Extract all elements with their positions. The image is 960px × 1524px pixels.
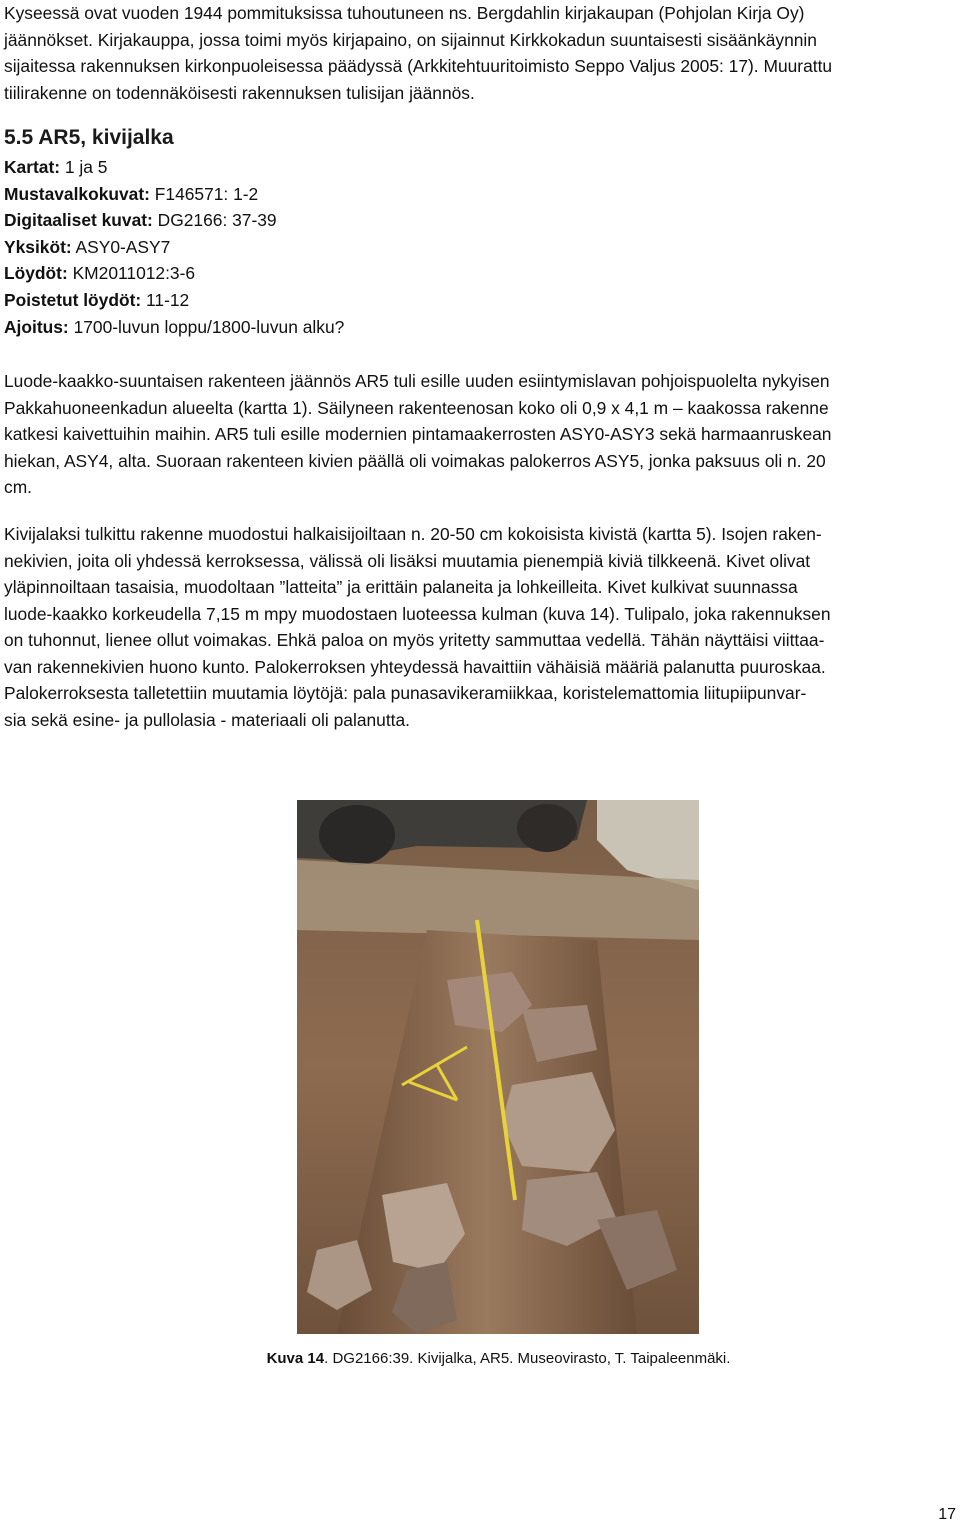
text-line: Kivijalaksi tulkittu rakenne muodostui halkaisijoiltaan n. 20-50 cm kokoisista kivistä (kartta 5). Isojen raken- (4, 524, 822, 544)
metadata-item (4, 234, 344, 261)
metadata-item (4, 154, 344, 181)
metadata-item (4, 181, 344, 208)
intro-paragraph (4, 0, 957, 106)
page-number: 17 (938, 1506, 956, 1523)
metadata-value: DG2166: 37-39 (152, 210, 277, 231)
text-line: on tuhonnut, lienee ollut voimakas. Ehkä paloa on myös yritetty sammuttaa vedellä. Tähän näyttäisi viittaa- (4, 630, 825, 650)
text-line: cm. (4, 477, 33, 497)
excavation-photo (297, 800, 699, 1334)
metadata-key: Digitaaliset kuvat: (4, 210, 153, 231)
text-line: Pakkahuoneenkadun alueelta (kartta 1). Säilyneen rakenteenosan koko oli 0,9 x 4,1 m – kaakossa rakenne (4, 397, 829, 418)
body-paragraph-stones (4, 521, 957, 733)
metadata-item (4, 287, 344, 314)
text-line: tiilirakenne on todennäköisesti rakennuksen tulisijan jäännös. (4, 82, 475, 103)
metadata-value: ASY0-ASY7 (71, 236, 171, 257)
text-line: luode-kaakko korkeudella 7,15 m mpy muodostaen luoteessa kulman (kuva 14). Tulipalo, joka rakennuksen (4, 603, 831, 624)
caption-text: . DG2166:39. Kivijalka, AR5. Museovirasto, T. Taipaleenmäki. (324, 1350, 731, 1367)
text-line: yläpinnoiltaan tasaisia, muodoltaan ”latteita” ja erittäin palaneita ja lohkeilleita. Kivet kulkivat suunnassa (4, 577, 798, 597)
figure-caption (0, 1349, 960, 1369)
text-line: Luode-kaakko-suuntaisen rakenteen jäännös AR5 tuli esille uuden esiintymislavan pohjoispuolelta nykyisen (4, 371, 830, 391)
metadata-key: Poistetut löydöt: (4, 289, 142, 310)
excavator-wheel (319, 805, 395, 865)
metadata-item (4, 314, 344, 341)
metadata-value: KM2011012:3-6 (67, 263, 196, 284)
metadata-key: Yksiköt: (4, 236, 72, 257)
text-line: van rakennekivien huono kunto. Palokerroksen yhteydessä havaittiin vähäisiä määriä palanutta puuroskaa. (4, 656, 826, 677)
text-line: Kyseessä ovat vuoden 1944 pommituksissa tuhoutuneen ns. Bergdahlin kirjakaupan (Pohjolan Kirja Oy) (4, 3, 805, 23)
metadata-value: F146571: 1-2 (149, 183, 259, 204)
text-line: sijaitessa rakennuksen kirkonpuoleisessa päädyssä (Arkkitehtuuritoimisto Seppo Valjus 2005: 17). Muurattu (4, 56, 833, 76)
caption-label: Kuva 14 (266, 1350, 325, 1367)
metadata-item (4, 260, 344, 287)
metadata-value: 1 ja 5 (60, 157, 108, 177)
text-line: katkesi kaivettuihin maihin. AR5 tuli esille modernien pintamaakerrosten ASY0-ASY3 sekä harmaanruskean (4, 424, 832, 444)
metadata-key: Kartat: (4, 157, 61, 177)
excavator-wheel (517, 804, 577, 852)
metadata-list (4, 154, 344, 340)
metadata-key: Mustavalkokuvat: (4, 183, 150, 204)
metadata-key: Ajoitus: (4, 316, 69, 337)
text-line: jäännökset. Kirjakauppa, jossa toimi myös kirjapaino, on sijainnut Kirkkokadun suuntaisesti sisäänkäynnin (4, 29, 817, 50)
text-line: sia sekä esine- ja pullolasia - materiaali oli palanutta. (4, 709, 410, 730)
text-line: nekivien, joita oli yhdessä kerroksessa, välissä oli lisäksi muutamia pienempiä kiviä tilkkeenä. Kivet olivat (4, 550, 811, 571)
body-paragraph-structure (4, 368, 957, 501)
metadata-item (4, 207, 344, 234)
section-heading: 5.5 AR5, kivijalka (4, 126, 174, 149)
metadata-key: Löydöt: (4, 263, 68, 284)
metadata-value: 11-12 (141, 289, 190, 310)
metadata-value: 1700-luvun loppu/1800-luvun alku? (68, 316, 345, 337)
text-line: Palokerroksesta talletettiin muutamia löytöjä: pala punasavikeramiikkaa, koristelemattomia liitupiipunvar- (4, 683, 807, 703)
text-line: hiekan, ASY4, alta. Suoraan rakenteen kivien päällä oli voimakas palokerros ASY5, jonka paksuus oli n. 20 (4, 450, 826, 471)
